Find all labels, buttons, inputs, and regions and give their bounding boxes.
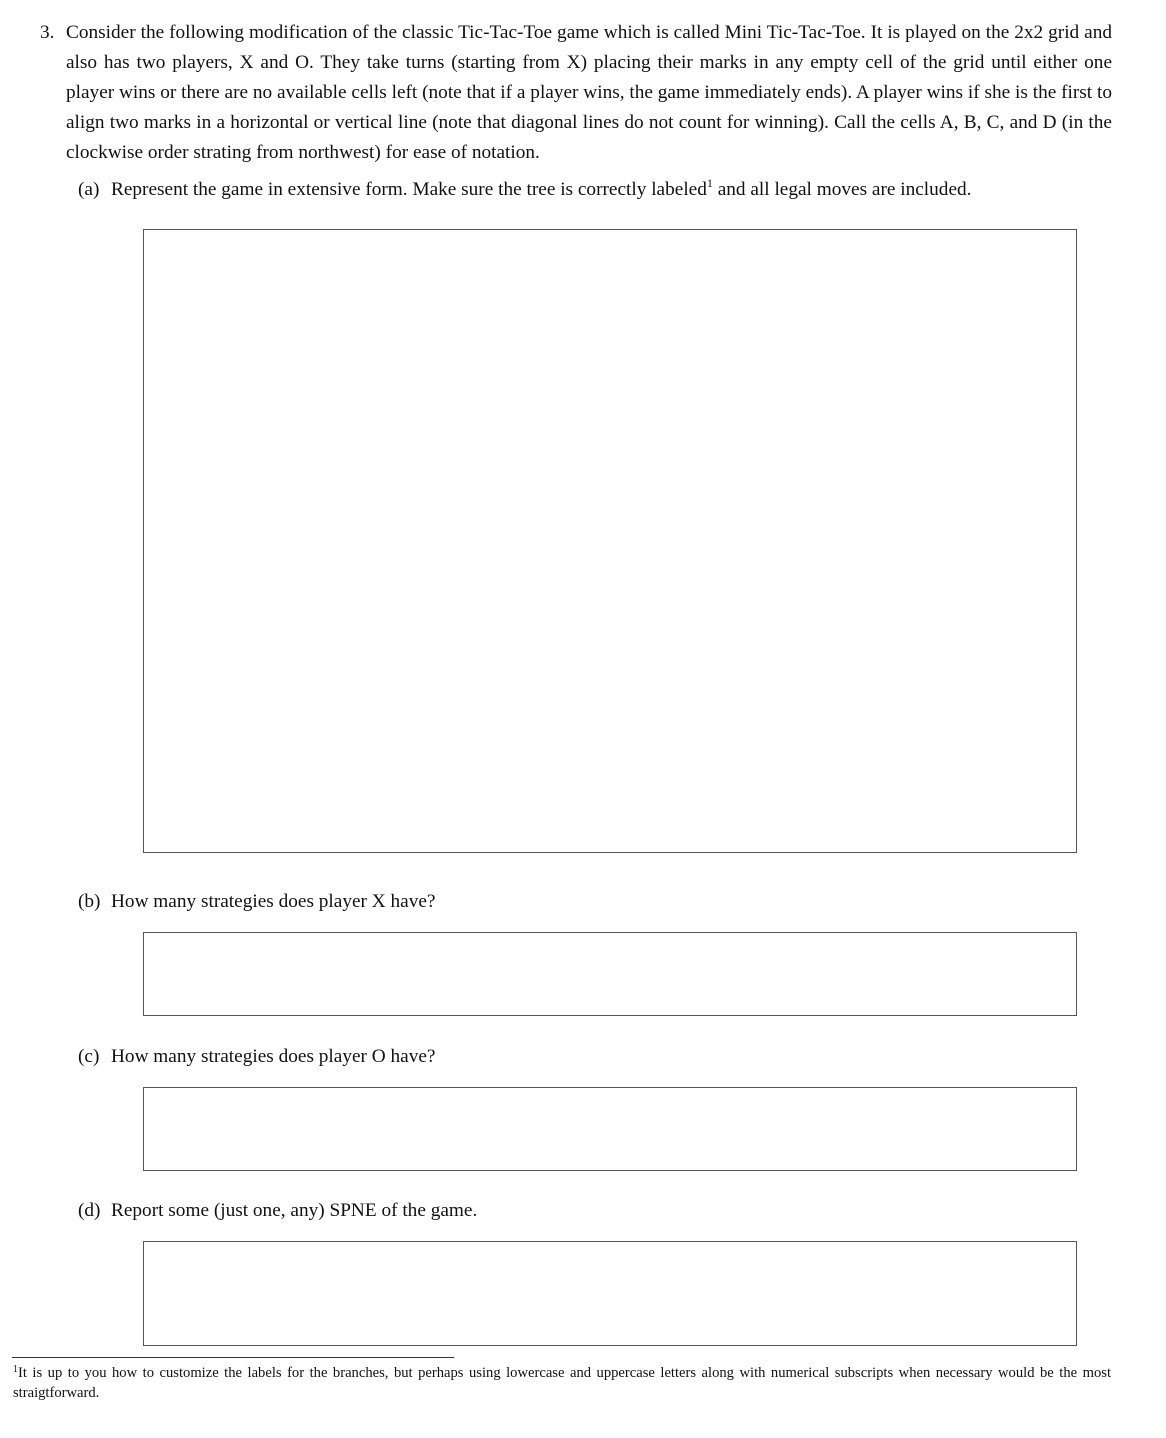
part-b-question <box>78 889 435 915</box>
answer-box-a[interactable] <box>143 229 1077 853</box>
part-c-letter: (c) <box>78 1046 100 1067</box>
answer-box-b[interactable] <box>143 932 1077 1016</box>
problem-statement: Consider the following modification of the classic Tic-Tac-Toe game which is called Mini Tic-Tac-Toe. It is played on the 2x2 grid and also has two players, X and O. They take turns (starting from X) placing their marks in any empty cell of the grid until either one player wins or there are no available cells left (note that if a player wins, the game immediately ends). A player wins if she is the first to align two marks in a horizontal or vertical line (note that diagonal lines do not count for winning). Call the cells A, B, C, and D (in the clockwise order strating from northwest) for ease of notation. <box>66 22 1112 163</box>
problem-number: 3. <box>40 22 55 43</box>
answer-box-d[interactable] <box>143 1241 1077 1346</box>
part-b-letter: (b) <box>78 891 101 912</box>
part-d-letter: (d) <box>78 1200 101 1221</box>
part-b-text: How many strategies does player X have? <box>111 891 436 912</box>
footnote-divider <box>12 1357 454 1358</box>
problem-3 <box>40 18 1112 168</box>
footnote-reference: 1 <box>706 176 713 190</box>
answer-box-c[interactable] <box>143 1087 1077 1171</box>
part-a-text-after: and all legal moves are included. <box>712 179 972 200</box>
part-a-question <box>78 177 971 203</box>
footnote-mark: 1 <box>13 1364 18 1375</box>
part-a-text: Represent the game in extensive form. Make sure the tree is correctly labeled <box>111 179 707 200</box>
footnote <box>13 1363 1111 1403</box>
footnote-text: It is up to you how to customize the labels for the branches, but perhaps using lowercase and uppercase letters along with numerical subscripts when necessary would be the most straigtforward. <box>13 1365 1111 1401</box>
part-a-letter: (a) <box>78 179 100 200</box>
part-c-question <box>78 1044 435 1070</box>
part-d-question <box>78 1198 477 1224</box>
part-d-text: Report some (just one, any) SPNE of the game. <box>111 1200 478 1221</box>
part-c-text: How many strategies does player O have? <box>111 1046 436 1067</box>
